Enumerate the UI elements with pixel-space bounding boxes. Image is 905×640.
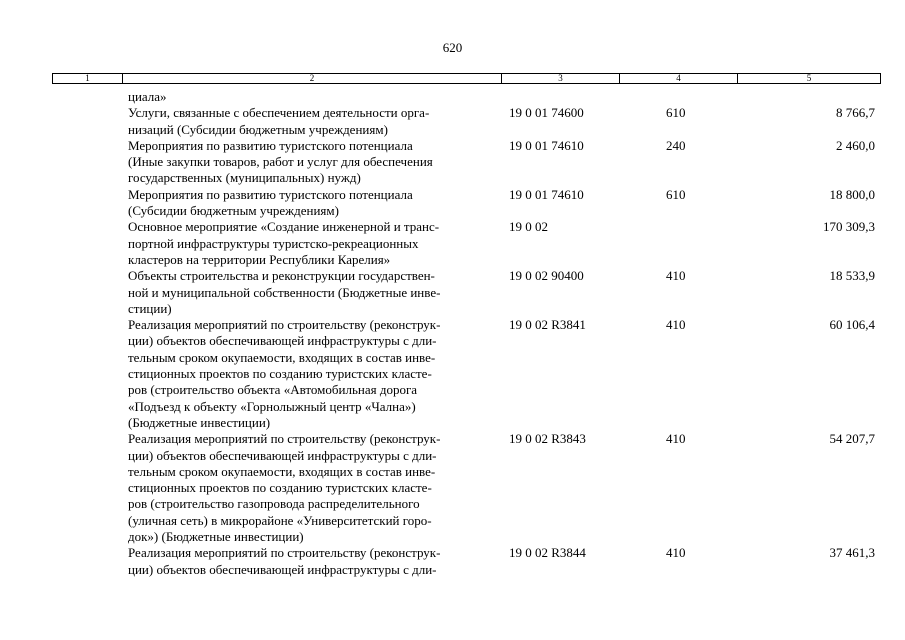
row-name-line: стиции) (128, 300, 172, 316)
row-name-line: низаций (Субсидии бюджетным учреждениям) (128, 121, 388, 137)
row-expense-type: 610 (666, 105, 686, 121)
page-number: 620 (442, 40, 463, 55)
header-col-1: 1 (53, 74, 123, 83)
row-name-line: ров (строительство газопровода распределительного (128, 496, 420, 512)
table-row (0, 89, 905, 105)
row-name-line: ной и муниципальной собственности (Бюджетные инве- (128, 284, 441, 300)
row-name-line: (Иные закупки товаров, работ и услуг для обеспечения (128, 154, 433, 170)
row-sum: 60 106,4 (829, 317, 875, 333)
row-code: 19 0 02 90400 (509, 268, 584, 284)
row-code: 19 0 01 74610 (509, 137, 584, 153)
row-code: 19 0 02 (509, 219, 548, 235)
row-expense-type: 410 (666, 268, 686, 284)
table-header (52, 73, 881, 84)
table-row (0, 268, 905, 317)
row-name-line: Услуги, связанные с обеспечением деятельности орга- (128, 105, 430, 121)
row-name (128, 89, 490, 105)
row-name-line: (Бюджетные инвестиции) (128, 414, 271, 430)
row-name-line: стиционных проектов по созданию туристских класте- (128, 366, 432, 382)
row-name (128, 317, 490, 431)
row-sum: 8 766,7 (836, 105, 875, 121)
row-sum: 54 207,7 (829, 431, 875, 447)
table-row (0, 317, 905, 431)
row-name-line: Объекты строительства и реконструкции государствен- (128, 268, 435, 284)
row-sum: 170 309,3 (823, 219, 875, 235)
header-col-2: 2 (123, 74, 502, 83)
row-name (128, 187, 490, 220)
row-name (128, 138, 490, 187)
row-expense-type: 240 (666, 137, 686, 153)
row-name (128, 431, 490, 545)
row-name-line: циала» (128, 89, 167, 104)
row-name-line: тельным сроком окупаемости, входящих в состав инве- (128, 463, 436, 479)
row-code: 19 0 01 74610 (509, 186, 584, 202)
header-col-3: 3 (502, 74, 620, 83)
row-name-line: кластеров на территории Республики Карелия» (128, 251, 391, 267)
table-row (0, 545, 905, 578)
row-sum: 18 800,0 (829, 186, 875, 202)
row-name-line: Основное мероприятие «Создание инженерной и транс- (128, 219, 440, 235)
row-name-line: «Подъезд к объекту «Горнолыжный центр «Чална») (128, 398, 416, 414)
row-name-line: Реализация мероприятий по строительству (реконструк- (128, 545, 441, 561)
row-name-line: (Субсидии бюджетным учреждениям) (128, 203, 339, 219)
row-name-line: Мероприятия по развитию туристского потенциала (128, 137, 413, 153)
row-expense-type: 410 (666, 431, 686, 447)
row-name (128, 545, 490, 578)
table-row (0, 105, 905, 138)
row-name-line: государственных (муниципальных) нужд) (128, 170, 361, 186)
row-name-line: Мероприятия по развитию туристского потенциала (128, 186, 413, 202)
row-code: 19 0 01 74600 (509, 105, 584, 121)
row-sum: 2 460,0 (836, 137, 875, 153)
table-row (0, 219, 905, 268)
row-name-line: (уличная сеть) в микрорайоне «Университетский горо- (128, 512, 432, 528)
table-row (0, 431, 905, 545)
table-body (0, 89, 905, 578)
row-name-line: Реализация мероприятий по строительству (реконструк- (128, 317, 441, 333)
row-sum: 37 461,3 (829, 545, 875, 561)
row-code: 19 0 02 R3841 (509, 317, 586, 333)
row-expense-type: 410 (666, 545, 686, 561)
table-row (0, 187, 905, 220)
row-name-line: ции) объектов обеспечивающей инфраструктуры с дли- (128, 333, 437, 349)
row-code: 19 0 02 R3844 (509, 545, 586, 561)
row-name-line: ции) объектов обеспечивающей инфраструктуры с дли- (128, 561, 437, 577)
row-name-line: портной инфраструктуры туристско-рекреационных (128, 235, 419, 251)
row-name (128, 105, 490, 138)
row-expense-type: 410 (666, 317, 686, 333)
row-name-line: ров (строительство объекта «Автомобильная дорога (128, 382, 418, 398)
table-row (0, 138, 905, 187)
row-sum: 18 533,9 (829, 268, 875, 284)
row-name-line: док») (Бюджетные инвестиции) (128, 529, 304, 545)
header-col-5: 5 (806, 73, 812, 83)
header-col-4: 4 (620, 74, 738, 83)
row-name-line: тельным сроком окупаемости, входящих в состав инве- (128, 349, 436, 365)
row-name (128, 219, 490, 268)
row-name (128, 268, 490, 317)
row-expense-type: 610 (666, 186, 686, 202)
row-name-line: ции) объектов обеспечивающей инфраструктуры с дли- (128, 447, 437, 463)
row-name-line: Реализация мероприятий по строительству (реконструк- (128, 431, 441, 447)
row-code: 19 0 02 R3843 (509, 431, 586, 447)
row-name-line: стиционных проектов по созданию туристских класте- (128, 480, 432, 496)
